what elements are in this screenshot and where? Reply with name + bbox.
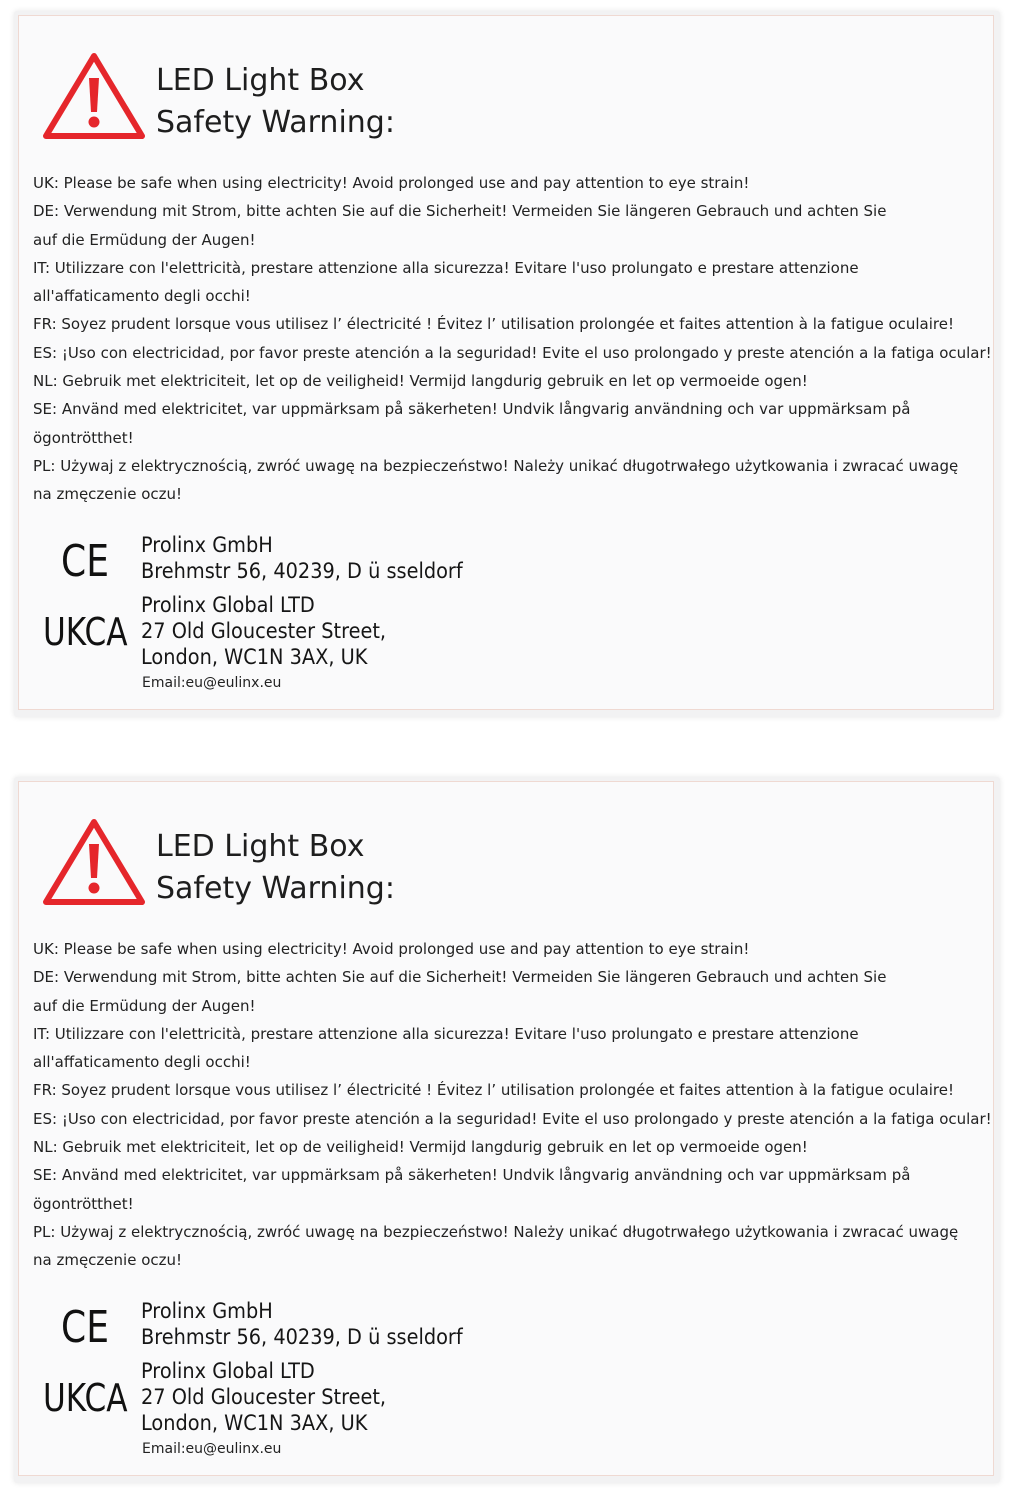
- label-sheet-1: [14, 11, 1000, 717]
- uk-address-line-2: London, WC1N 3AX, UK: [141, 1411, 368, 1435]
- warning-triangle-icon: [42, 52, 146, 142]
- uk-address-line-1: 27 Old Gloucester Street,: [141, 619, 387, 643]
- uk-representative: [141, 592, 386, 670]
- eu-address: Brehmstr 56, 40239, D ü sseldorf: [141, 559, 463, 583]
- warning-triangle-icon: [42, 818, 146, 908]
- warning-line: NL: Gebruik met elektriciteit, let op de veiligheid! Vermijd langdurig gebruik en let op vermoeide ogen!: [33, 1138, 808, 1157]
- warning-line: DE: Verwendung mit Strom, bitte achten Sie auf die Sicherheit! Vermeiden Sie längeren Gebrauch und achten Sie: [33, 202, 887, 221]
- ukca-mark: UKCA: [43, 1376, 128, 1420]
- warning-line: PL: Używaj z elektrycznością, zwróć uwagę na bezpieczeństwo! Należy unikać długotrwałego użytkowania i zwracać uwagę: [33, 1222, 959, 1241]
- warning-line: DE: Verwendung mit Strom, bitte achten Sie auf die Sicherheit! Vermeiden Sie längeren Gebrauch und achten Sie: [33, 968, 887, 987]
- label-title: [156, 60, 395, 144]
- warning-line: IT: Utilizzare con l'elettricità, prestare attenzione alla sicurezza! Evitare l'uso prolungato e prestare attenzione: [33, 1024, 859, 1043]
- label-sheet-2: [14, 777, 1000, 1483]
- warning-line: FR: Soyez prudent lorsque vous utilisez l’ électricité ! Évitez l’ utilisation prolongée et faites attention à la fatigue oculaire!: [33, 315, 954, 334]
- warning-line: UK: Please be safe when using electricity! Avoid prolonged use and pay attention to eye strain!: [33, 940, 750, 958]
- eu-address: Brehmstr 56, 40239, D ü sseldorf: [141, 1325, 463, 1349]
- ce-mark: CE: [61, 536, 109, 587]
- warning-line: auf die Ermüdung der Augen!: [33, 996, 256, 1015]
- title-line-1: LED Light Box: [156, 829, 365, 864]
- uk-company-name: Prolinx Global LTD: [141, 1359, 315, 1383]
- warning-line: PL: Używaj z elektrycznością, zwróć uwagę na bezpieczeństwo! Należy unikać długotrwałego użytkowania i zwracać uwagę: [33, 456, 959, 475]
- warning-line: IT: Utilizzare con l'elettricità, prestare attenzione alla sicurezza! Evitare l'uso prolungato e prestare attenzione: [33, 258, 859, 277]
- warning-line: SE: Använd med elektricitet, var uppmärksam på säkerheten! Undvik långvarig användning och var uppmärksam på: [33, 400, 911, 419]
- eu-company-name: Prolinx GmbH: [141, 533, 273, 557]
- ukca-mark: UKCA: [43, 610, 128, 654]
- uk-company-name: Prolinx Global LTD: [141, 593, 315, 617]
- warning-line: SE: Använd med elektricitet, var uppmärksam på säkerheten! Undvik långvarig användning och var uppmärksam på: [33, 1166, 911, 1185]
- uk-address-line-1: 27 Old Gloucester Street,: [141, 1385, 387, 1409]
- uk-address-line-2: London, WC1N 3AX, UK: [141, 645, 368, 669]
- eu-company-name: Prolinx GmbH: [141, 1299, 273, 1323]
- contact-email: Email:eu@eulinx.eu: [142, 1441, 282, 1457]
- title-line-2: Safety Warning:: [156, 105, 395, 140]
- warning-line: NL: Gebruik met elektriciteit, let op de veiligheid! Vermijd langdurig gebruik en let op vermoeide ogen!: [33, 372, 808, 391]
- warning-line: UK: Please be safe when using electricity! Avoid prolonged use and pay attention to eye strain!: [33, 174, 750, 192]
- ce-mark: CE: [61, 1302, 109, 1353]
- warning-line: ES: ¡Uso con electricidad, por favor preste atención a la seguridad! Evite el uso prolongado y preste atención a la fatiga ocular!: [33, 1109, 992, 1128]
- warning-text-block: [33, 935, 993, 1275]
- eu-representative: [141, 532, 463, 584]
- warning-line: ES: ¡Uso con electricidad, por favor preste atención a la seguridad! Evite el uso prolongado y preste atención a la fatiga ocular!: [33, 343, 992, 362]
- warning-line: ögontrötthet!: [33, 428, 134, 447]
- safety-warning-label-2: [18, 781, 994, 1476]
- title-line-2: Safety Warning:: [156, 871, 395, 906]
- eu-representative: [141, 1298, 463, 1350]
- warning-text-block: [33, 169, 993, 509]
- warning-line: FR: Soyez prudent lorsque vous utilisez l’ électricité ! Évitez l’ utilisation prolongée et faites attention à la fatigue oculaire!: [33, 1081, 954, 1100]
- safety-warning-label-1: [18, 15, 994, 710]
- title-line-1: LED Light Box: [156, 63, 365, 98]
- warning-line: na zmęczenie oczu!: [33, 485, 183, 504]
- label-title: [156, 826, 395, 910]
- warning-line: all'affaticamento degli occhi!: [33, 287, 251, 306]
- warning-line: all'affaticamento degli occhi!: [33, 1053, 251, 1072]
- warning-line: auf die Ermüdung der Augen!: [33, 230, 256, 249]
- warning-line: ögontrötthet!: [33, 1194, 134, 1213]
- uk-representative: [141, 1358, 386, 1436]
- contact-email: Email:eu@eulinx.eu: [142, 675, 282, 691]
- warning-line: na zmęczenie oczu!: [33, 1251, 183, 1270]
